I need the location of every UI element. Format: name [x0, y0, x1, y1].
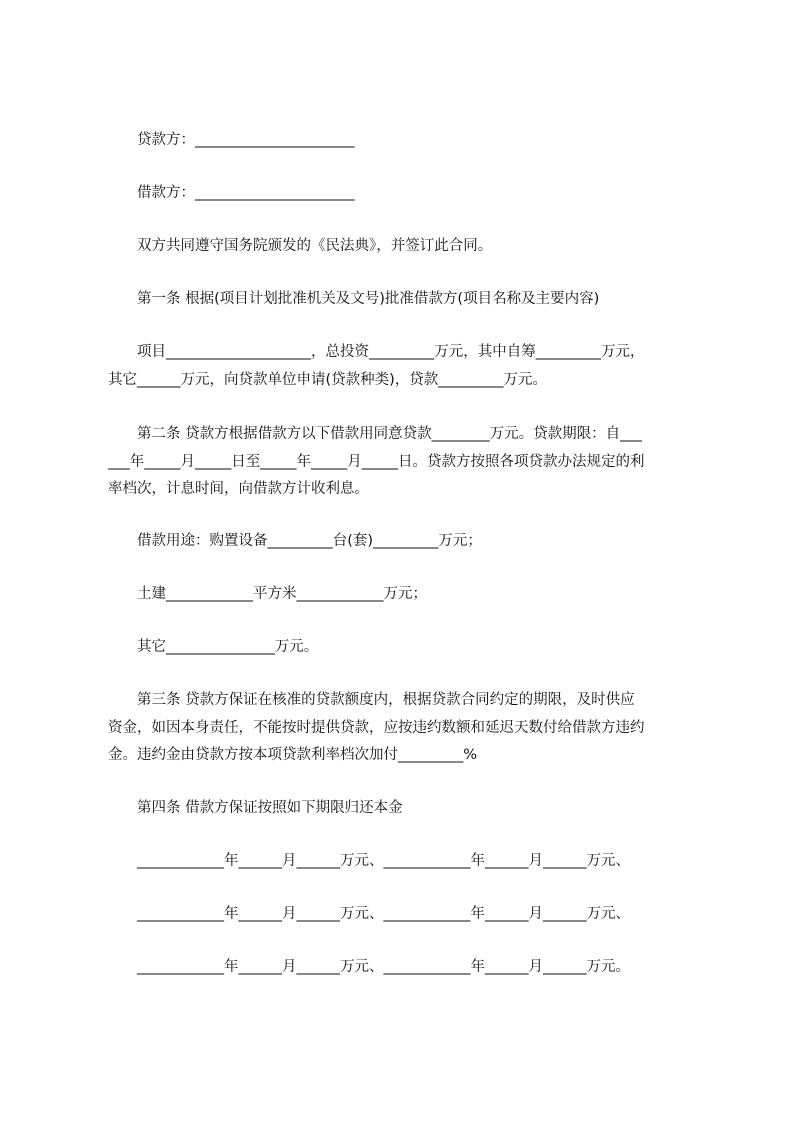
article-three-line-3: 金。违约金由贷款方按本项贷款利率档次加付_________% — [108, 747, 478, 763]
repayment-schedule-row-3: ____________年______月______万元、____________年______月______万元。 — [108, 959, 630, 975]
intro-paragraph: 双方共同遵守国务院颁发的《民法典》，并签订此合同。 — [108, 238, 493, 254]
repayment-schedule-row-2: ____________年______月______万元、____________年______月______万元、 — [108, 906, 630, 922]
repayment-schedule-row-1: ____________年______月______万元、____________年______月______万元、 — [108, 853, 630, 869]
article-three-line-1: 第三条 贷款方保证在核准的贷款额度内，根据贷款合同约定的期限，及时供应 — [108, 692, 635, 708]
borrower-line: 借款方：______________________ — [108, 185, 355, 201]
loan-purpose-construction: 土建____________平方米____________万元； — [108, 586, 427, 602]
article-two-line-3: 率档次，计息时间，向借款方计收利息。 — [108, 481, 369, 497]
lender-line: 贷款方：______________________ — [108, 132, 355, 148]
article-two-line-1: 第二条 贷款方根据借款方以下借款用同意贷款________万元。贷款期限：自___ — [108, 426, 642, 442]
article-four-heading: 第四条 借款方保证按照如下期限归还本金 — [108, 800, 403, 816]
article-two-line-2: ___年_____月_____日至_____年_____月_____日。贷款方按照各项贷款办法规定的利 — [108, 454, 645, 470]
loan-purpose-equipment: 借款用途：购置设备_________台(套)_________万元； — [108, 533, 482, 549]
article-one-line-2: 其它______万元，向贷款单位申请(贷款种类)，贷款_________万元。 — [108, 372, 548, 388]
article-three-line-2: 资金，如因本身责任，不能按时提供贷款，应按违约数额和延迟天数付给借款方违约 — [108, 720, 645, 736]
loan-purpose-other: 其它_______________万元。 — [108, 639, 319, 655]
article-one-heading: 第一条 根据(项目计划批准机关及文号)批准借款方(项目名称及主要内容) — [108, 291, 600, 307]
article-one-line-1: 项目____________________，总投资_________万元，其中自筹_________万元， — [108, 344, 645, 360]
